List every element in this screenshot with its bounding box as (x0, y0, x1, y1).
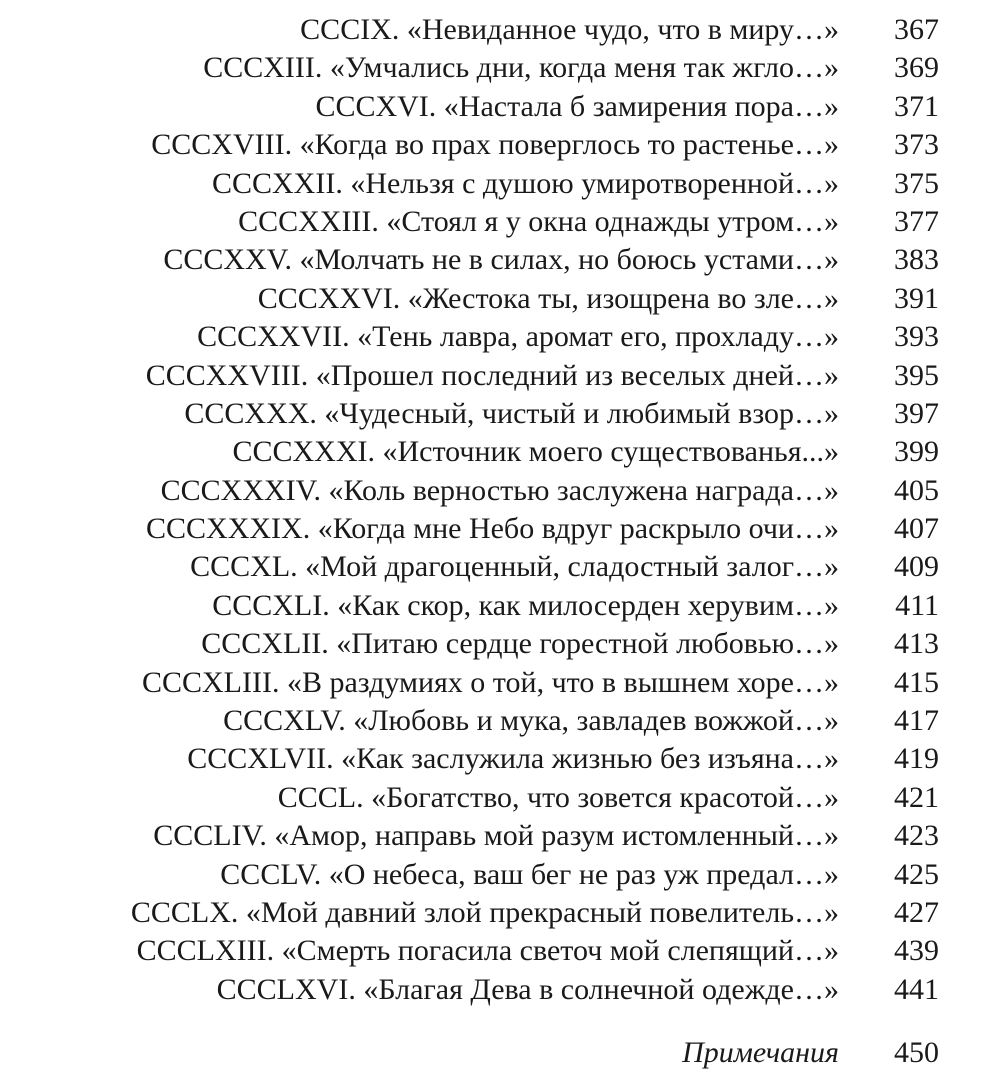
toc-entry-title: CCCXXV. «Молчать не в силах, но боюсь устами…» (163, 243, 839, 277)
toc-entry-page: 415 (894, 665, 939, 699)
toc-notes-entry (0, 1034, 1002, 1072)
toc-entry (0, 49, 1002, 87)
toc-entry-title: CCCXXVI. «Жестока ты, изощрена во зле…» (257, 281, 839, 315)
toc-entry (0, 318, 1002, 356)
toc-entry-page: 399 (894, 435, 939, 469)
toc-entry-title: CCCXVI. «Настала б замирения пора…» (315, 89, 839, 123)
toc-entry-title: CCCXXIII. «Стоял я у окна однажды утром…» (238, 204, 839, 238)
toc-entry (0, 11, 1002, 49)
toc-entry (0, 433, 1002, 471)
toc-entry (0, 203, 1002, 241)
toc-entry-page: 423 (894, 819, 939, 853)
toc-entry (0, 702, 1002, 740)
toc-entry-page: 411 (895, 588, 939, 622)
toc-entry-title: CCCXXII. «Нельзя с душою умиротворенной…» (211, 166, 839, 200)
toc-entry (0, 280, 1002, 318)
toc-entry-page: 383 (894, 243, 939, 277)
toc-list (0, 11, 1002, 1009)
toc-entry (0, 510, 1002, 548)
toc-entry-page: 377 (894, 204, 939, 238)
toc-entry-page: 427 (894, 895, 939, 929)
toc-entry-page: 371 (894, 89, 939, 123)
toc-entry (0, 971, 1002, 1009)
toc-entry-page: 441 (894, 972, 939, 1006)
toc-entry (0, 817, 1002, 855)
toc-entry (0, 548, 1002, 586)
toc-entry-page: 393 (894, 320, 939, 354)
toc-entry-title: CCCLX. «Мой давний злой прекрасный повелитель…» (130, 895, 839, 929)
toc-entry-title: CCCXXXIV. «Коль верностью заслужена награда…» (160, 473, 839, 507)
toc-entry (0, 357, 1002, 395)
toc-entry-page: 375 (894, 166, 939, 200)
toc-entry (0, 126, 1002, 164)
toc-entry-page: 413 (894, 627, 939, 661)
toc-entry (0, 1034, 1002, 1072)
toc-entry-title: CCCXXVIII. «Прошел последний из веселых дней…» (145, 358, 839, 392)
toc-entry-page: 421 (894, 780, 939, 814)
toc-entry-page: 417 (894, 704, 939, 738)
toc-entry-page: 367 (894, 13, 939, 46)
toc-entry (0, 625, 1002, 663)
toc-entry-title: CCCXLIII. «В раздумиях о той, что в вышнем хоре…» (141, 665, 839, 699)
toc-entry-page: 397 (894, 396, 939, 430)
toc-entry-title: CCCXXXIX. «Когда мне Небо вдруг раскрыло очи…» (146, 512, 839, 546)
toc-entry-page: 373 (894, 128, 939, 162)
toc-entry-title: CCCL. «Богатство, что зовется красотой…» (277, 780, 839, 814)
toc-entry (0, 740, 1002, 778)
toc-entry-page: 419 (894, 742, 939, 776)
toc-entry-page: 425 (894, 857, 939, 891)
toc-entry-title: CCCXIII. «Умчались дни, когда меня так жгло…» (203, 51, 839, 85)
toc-entry-title: CCCLXIII. «Смерть погасила светоч мой слепящий…» (136, 934, 839, 968)
notes-title: Примечания (682, 1036, 839, 1069)
toc-entry (0, 395, 1002, 433)
toc-entry-title: CCCXLV. «Любовь и мука, завладев вожжой…» (223, 704, 839, 738)
toc-entry-title: CCCXXXI. «Источник моего существованья...» (232, 435, 839, 469)
toc-entry-title: CCCLIV. «Амор, направь мой разум истомленный…» (153, 819, 839, 853)
toc-entry (0, 88, 1002, 126)
toc-entry-page: 407 (894, 512, 939, 546)
toc-entry-title: CCCXXVII. «Тень лавра, аромат его, прохладу…» (197, 320, 839, 354)
toc-entry-title: CCCLXVI. «Благая Дева в солнечной одежде…» (216, 972, 839, 1006)
toc-entry (0, 894, 1002, 932)
toc-entry-page: 391 (894, 281, 939, 315)
toc-entry-title: CCCIX. «Невиданное чудо, что в миру…» (300, 13, 839, 46)
toc-entry-title: CCCXLVII. «Как заслужила жизнью без изъяна…» (187, 742, 839, 776)
toc-entry-page: 439 (894, 934, 939, 968)
toc-entry (0, 472, 1002, 510)
toc-entry (0, 779, 1002, 817)
notes-page: 450 (894, 1036, 939, 1069)
toc-entry-title: CCCXVIII. «Когда во прах поверглось то растенье…» (151, 128, 839, 162)
toc-entry-title: CCCXLI. «Как скор, как милосерден херувим…» (212, 588, 839, 622)
toc-entry-page: 409 (894, 550, 939, 584)
toc-entry (0, 664, 1002, 702)
toc-entry-page: 395 (894, 358, 939, 392)
toc-entry-title: CCCLV. «О небеса, ваш бег не раз уж предал…» (220, 857, 839, 891)
toc-entry (0, 165, 1002, 203)
toc-entry (0, 856, 1002, 894)
toc-entry (0, 932, 1002, 970)
toc-entry (0, 241, 1002, 279)
toc-entry-title: CCCXXX. «Чудесный, чистый и любимый взор…» (184, 396, 839, 430)
toc-entry-title: CCCXLII. «Питаю сердце горестной любовью…» (201, 627, 839, 661)
toc-entry-page: 405 (894, 473, 939, 507)
toc-entry (0, 587, 1002, 625)
toc-entry-title: CCCXL. «Мой драгоценный, сладостный залог…» (190, 550, 839, 584)
toc-entry-page: 369 (894, 51, 939, 85)
